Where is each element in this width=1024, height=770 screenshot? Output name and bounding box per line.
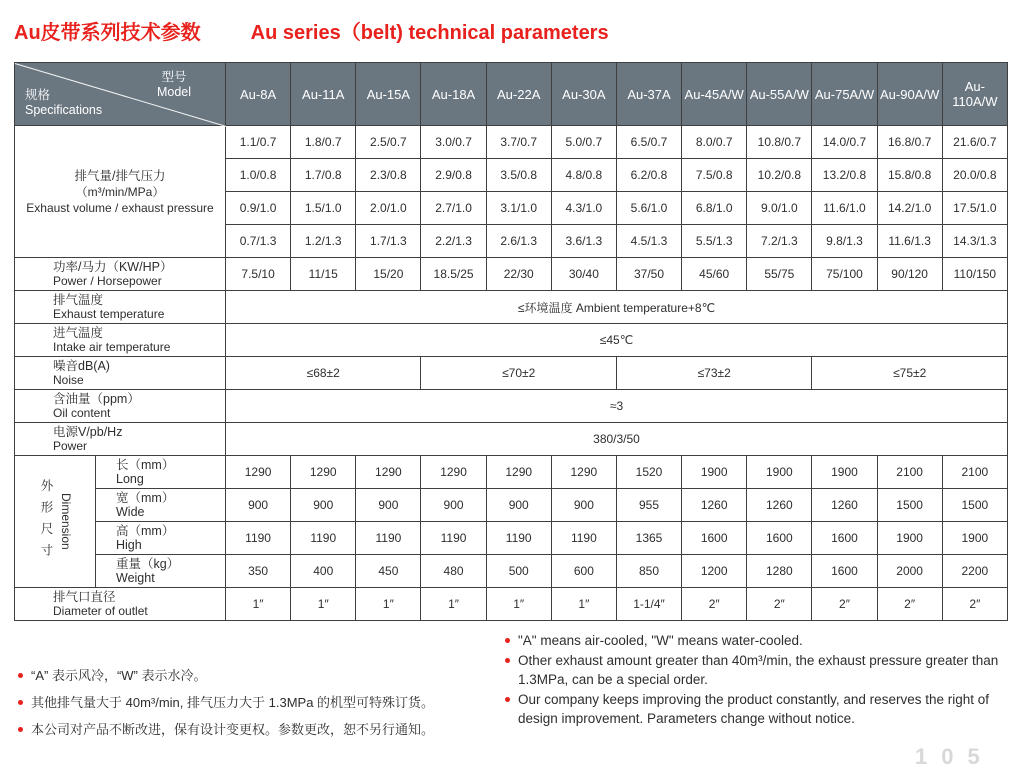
value-cell: 480	[421, 555, 486, 588]
table-row-power-horsepower	[15, 258, 1008, 291]
corner-spec-zh: 规格	[25, 88, 51, 102]
table-row-intake-air-temperature	[15, 324, 1008, 357]
value-cell: 75/100	[812, 258, 877, 291]
row-label-en: Diameter of outlet	[53, 604, 148, 618]
value-cell: 1.8/0.7	[291, 126, 356, 159]
table-row-power-supply	[15, 423, 1008, 456]
row-label-zh: 排气量/排气压力	[74, 168, 166, 183]
row-label-en: Weight	[116, 571, 155, 585]
bullet-icon	[505, 638, 510, 643]
row-label-zh: 重量（kg）	[116, 556, 180, 571]
value-cell: 6.8/1.0	[682, 192, 747, 225]
row-label-oil-content	[15, 390, 226, 423]
bullet-icon	[505, 697, 510, 702]
model-column-header: Au-90A/W	[877, 63, 942, 126]
value-cell: 1900	[812, 456, 877, 489]
value-cell: 1280	[747, 555, 812, 588]
merged-value-cell: ≤75±2	[812, 357, 1008, 390]
value-cell: 16.8/0.7	[877, 126, 942, 159]
table-row-oil-content	[15, 390, 1008, 423]
value-cell: 5.5/1.3	[682, 225, 747, 258]
value-cell: 1500	[942, 489, 1007, 522]
value-cell: 1″	[551, 588, 616, 621]
value-cell: 1260	[812, 489, 877, 522]
value-cell: 2100	[942, 456, 1007, 489]
value-cell: 2.6/1.3	[486, 225, 551, 258]
title-zh: Au皮带系列技术参数	[14, 22, 201, 44]
row-label-en: Noise	[53, 373, 84, 387]
value-cell: 900	[226, 489, 291, 522]
row-label-exhaust-1	[15, 126, 226, 258]
value-cell: 1190	[226, 522, 291, 555]
value-cell: 13.2/0.8	[812, 159, 877, 192]
value-cell: 2.5/0.7	[356, 126, 421, 159]
value-cell: 1290	[356, 456, 421, 489]
value-cell: 6.5/0.7	[616, 126, 681, 159]
model-column-header: Au-55A/W	[747, 63, 812, 126]
model-column-header: Au-75A/W	[812, 63, 877, 126]
value-cell: 1-1/4″	[616, 588, 681, 621]
table-row-dim-weight	[15, 555, 1008, 588]
bullet-icon	[18, 700, 23, 705]
merged-value-cell: ≤70±2	[421, 357, 616, 390]
value-cell: 15.8/0.8	[877, 159, 942, 192]
value-cell: 1900	[682, 456, 747, 489]
table-row-noise	[15, 357, 1008, 390]
row-label-en: Power	[53, 439, 88, 453]
value-cell: 11.6/1.0	[812, 192, 877, 225]
note-item	[505, 690, 1021, 729]
value-cell: 350	[226, 555, 291, 588]
value-cell: 3.6/1.3	[551, 225, 616, 258]
value-cell: 37/50	[616, 258, 681, 291]
row-label-zh: 进气温度	[53, 325, 104, 340]
value-cell: 1.2/1.3	[291, 225, 356, 258]
value-cell: 90/120	[877, 258, 942, 291]
value-cell: 14.3/1.3	[942, 225, 1007, 258]
value-cell: 11/15	[291, 258, 356, 291]
value-cell: 1″	[356, 588, 421, 621]
value-cell: 2.3/0.8	[356, 159, 421, 192]
note-text: 其他排气量大于 40m³/min, 排气压力大于 1.3MPa 的机型可特殊订货。	[31, 695, 435, 710]
table-corner-cell	[15, 63, 226, 126]
value-cell: 2100	[877, 456, 942, 489]
value-cell: 3.0/0.7	[421, 126, 486, 159]
row-label-zh: 排气温度	[53, 292, 104, 307]
model-column-header: Au-45A/W	[682, 63, 747, 126]
value-cell: 2″	[747, 588, 812, 621]
value-cell: 1900	[877, 522, 942, 555]
note-text: “A” 表示风冷，“W” 表示水冷。	[31, 668, 207, 683]
row-label-dim-long	[96, 456, 226, 489]
value-cell: 6.2/0.8	[616, 159, 681, 192]
corner-spec-en: Specifications	[25, 103, 103, 117]
table-row-dim-wide	[15, 489, 1008, 522]
value-cell: 1290	[421, 456, 486, 489]
value-cell: 1190	[551, 522, 616, 555]
value-cell: 1190	[421, 522, 486, 555]
value-cell: 3.5/0.8	[486, 159, 551, 192]
model-column-header: Au-8A	[226, 63, 291, 126]
value-cell: 2.9/0.8	[421, 159, 486, 192]
row-label-zh: 长（mm）	[116, 457, 175, 472]
merged-value-cell: ≈3	[226, 390, 1008, 423]
parameters-table	[14, 62, 1008, 621]
merged-value-cell: ≤环境温度 Ambient temperature+8℃	[226, 291, 1008, 324]
value-cell: 2″	[942, 588, 1007, 621]
note-item	[18, 716, 488, 743]
value-cell: 1365	[616, 522, 681, 555]
value-cell: 500	[486, 555, 551, 588]
notes-en	[505, 631, 1021, 729]
value-cell: 900	[551, 489, 616, 522]
row-label-dim-high	[96, 522, 226, 555]
value-cell: 955	[616, 489, 681, 522]
value-cell: 0.7/1.3	[226, 225, 291, 258]
value-cell: 850	[616, 555, 681, 588]
row-label-zh: 宽（mm）	[116, 490, 175, 505]
dimension-group-inner	[15, 456, 95, 587]
value-cell: 2″	[877, 588, 942, 621]
value-cell: 1.7/1.3	[356, 225, 421, 258]
title-en: Au series（belt) technical parameters	[250, 22, 609, 44]
value-cell: 450	[356, 555, 421, 588]
value-cell: 900	[421, 489, 486, 522]
row-label-en: Wide	[116, 505, 145, 519]
model-column-header: Au-30A	[551, 63, 616, 126]
value-cell: 1″	[486, 588, 551, 621]
value-cell: 1600	[812, 555, 877, 588]
model-column-header: Au-11A	[291, 63, 356, 126]
table-row-dim-long	[15, 456, 1008, 489]
row-label-intake-air-temperature	[15, 324, 226, 357]
row-label-zh: 含油量（ppm）	[53, 391, 140, 406]
page-number-partial: 105	[915, 744, 994, 769]
value-cell: 1260	[747, 489, 812, 522]
corner-model-en: Model	[156, 85, 191, 99]
value-cell: 1500	[877, 489, 942, 522]
row-label-en: Intake air temperature	[53, 340, 171, 354]
bullet-icon	[505, 658, 510, 663]
dimension-group-label	[15, 456, 96, 588]
note-item	[18, 662, 488, 689]
row-label-zh: 电源V/pb/Hz	[53, 424, 123, 439]
value-cell: 1290	[486, 456, 551, 489]
merged-value-cell: ≤73±2	[616, 357, 811, 390]
value-cell: 11.6/1.3	[877, 225, 942, 258]
value-cell: 0.9/1.0	[226, 192, 291, 225]
bullet-icon	[18, 673, 23, 678]
bullet-icon	[18, 727, 23, 732]
value-cell: 21.6/0.7	[942, 126, 1007, 159]
value-cell: 10.8/0.7	[747, 126, 812, 159]
merged-value-cell: ≤45℃	[226, 324, 1008, 357]
value-cell: 1.1/0.7	[226, 126, 291, 159]
value-cell: 18.5/25	[421, 258, 486, 291]
row-label-outlet-diameter	[15, 588, 226, 621]
value-cell: 2.7/1.0	[421, 192, 486, 225]
value-cell: 2200	[942, 555, 1007, 588]
parameters-table-wrap	[14, 62, 1008, 621]
row-label-en: Oil content	[53, 406, 111, 420]
value-cell: 2″	[682, 588, 747, 621]
merged-value-cell: 380/3/50	[226, 423, 1008, 456]
notes-zh	[18, 662, 488, 743]
row-label-zh: 功率/马力（KW/HP）	[53, 259, 173, 274]
value-cell: 1.0/0.8	[226, 159, 291, 192]
value-cell: 110/150	[942, 258, 1007, 291]
value-cell: 14.0/0.7	[812, 126, 877, 159]
corner-model-zh: 型号	[161, 70, 187, 84]
corner-spec-label	[25, 88, 102, 118]
value-cell: 600	[551, 555, 616, 588]
value-cell: 7.5/0.8	[682, 159, 747, 192]
note-item	[505, 651, 1021, 690]
model-column-header: Au-37A	[616, 63, 681, 126]
value-cell: 7.2/1.3	[747, 225, 812, 258]
note-text: "A" means air-cooled, "W" means water-cooled.	[518, 633, 803, 648]
value-cell: 1520	[616, 456, 681, 489]
value-cell: 17.5/1.0	[942, 192, 1007, 225]
dimension-label-en: Dimension	[59, 493, 73, 550]
row-label-zh: 排气口直径	[53, 589, 116, 604]
value-cell: 15/20	[356, 258, 421, 291]
value-cell: 1900	[747, 456, 812, 489]
note-item	[505, 631, 1021, 651]
value-cell: 30/40	[551, 258, 616, 291]
row-label-en: Long	[116, 472, 144, 486]
value-cell: 45/60	[682, 258, 747, 291]
page-title	[14, 16, 609, 45]
value-cell: 400	[291, 555, 356, 588]
value-cell: 3.1/1.0	[486, 192, 551, 225]
value-cell: 2.2/1.3	[421, 225, 486, 258]
value-cell: 2000	[877, 555, 942, 588]
table-row-outlet-diameter	[15, 588, 1008, 621]
value-cell: 2″	[812, 588, 877, 621]
table-row-exhaust-1	[15, 126, 1008, 159]
value-cell: 5.0/0.7	[551, 126, 616, 159]
value-cell: 1″	[421, 588, 486, 621]
dimension-label-zh: 外形尺寸	[39, 478, 53, 565]
value-cell: 1600	[812, 522, 877, 555]
row-label-dim-wide	[96, 489, 226, 522]
note-text: Other exhaust amount greater than 40m³/min, the exhaust pressure greater than 1.3MPa, can be a special order.	[518, 652, 999, 687]
value-cell: 9.0/1.0	[747, 192, 812, 225]
value-cell: 2.0/1.0	[356, 192, 421, 225]
value-cell: 1290	[291, 456, 356, 489]
model-column-header: Au-110A/W	[942, 63, 1007, 126]
value-cell: 4.3/1.0	[551, 192, 616, 225]
row-label-zh: 高（mm）	[116, 523, 175, 538]
value-cell: 14.2/1.0	[877, 192, 942, 225]
merged-value-cell: ≤68±2	[226, 357, 421, 390]
value-cell: 900	[486, 489, 551, 522]
value-cell: 900	[356, 489, 421, 522]
value-cell: 8.0/0.7	[682, 126, 747, 159]
row-label-en: Exhaust volume / exhaust pressure	[26, 200, 214, 215]
value-cell: 7.5/10	[226, 258, 291, 291]
row-label-en: High	[116, 538, 142, 552]
value-cell: 1290	[551, 456, 616, 489]
value-cell: 1200	[682, 555, 747, 588]
value-cell: 1″	[226, 588, 291, 621]
row-label-dim-weight	[96, 555, 226, 588]
note-text: 本公司对产品不断改进，保有设计变更权。参数更改，恕不另行通知。	[31, 722, 435, 737]
row-label-exhaust-temperature	[15, 291, 226, 324]
value-cell: 10.2/0.8	[747, 159, 812, 192]
value-cell: 20.0/0.8	[942, 159, 1007, 192]
value-cell: 1600	[747, 522, 812, 555]
value-cell: 55/75	[747, 258, 812, 291]
value-cell: 1600	[682, 522, 747, 555]
row-label-en: Exhaust temperature	[53, 307, 165, 321]
value-cell: 1″	[291, 588, 356, 621]
value-cell: 1900	[942, 522, 1007, 555]
value-cell: 4.5/1.3	[616, 225, 681, 258]
row-label-noise	[15, 357, 226, 390]
row-label-en: （m³/min/MPa）	[75, 184, 165, 199]
value-cell: 3.7/0.7	[486, 126, 551, 159]
row-label-power-supply	[15, 423, 226, 456]
value-cell: 1190	[486, 522, 551, 555]
value-cell: 1260	[682, 489, 747, 522]
value-cell: 1190	[291, 522, 356, 555]
value-cell: 22/30	[486, 258, 551, 291]
value-cell: 1190	[356, 522, 421, 555]
model-column-header: Au-22A	[486, 63, 551, 126]
value-cell: 1290	[226, 456, 291, 489]
table-row-exhaust-temperature	[15, 291, 1008, 324]
note-text: Our company keeps improving the product constantly, and reserves the right of design improvement. Parameters change without notice.	[518, 691, 989, 726]
value-cell: 1.7/0.8	[291, 159, 356, 192]
row-label-power-horsepower	[15, 258, 226, 291]
row-label-zh: 噪音dB(A)	[53, 358, 110, 373]
value-cell: 9.8/1.3	[812, 225, 877, 258]
value-cell: 4.8/0.8	[551, 159, 616, 192]
value-cell: 1.5/1.0	[291, 192, 356, 225]
row-label-en: Power / Horsepower	[53, 274, 162, 288]
value-cell: 5.6/1.0	[616, 192, 681, 225]
corner-model-label	[157, 70, 191, 100]
note-item	[18, 689, 488, 716]
model-column-header: Au-15A	[356, 63, 421, 126]
table-row-dim-high	[15, 522, 1008, 555]
model-column-header: Au-18A	[421, 63, 486, 126]
value-cell: 900	[291, 489, 356, 522]
